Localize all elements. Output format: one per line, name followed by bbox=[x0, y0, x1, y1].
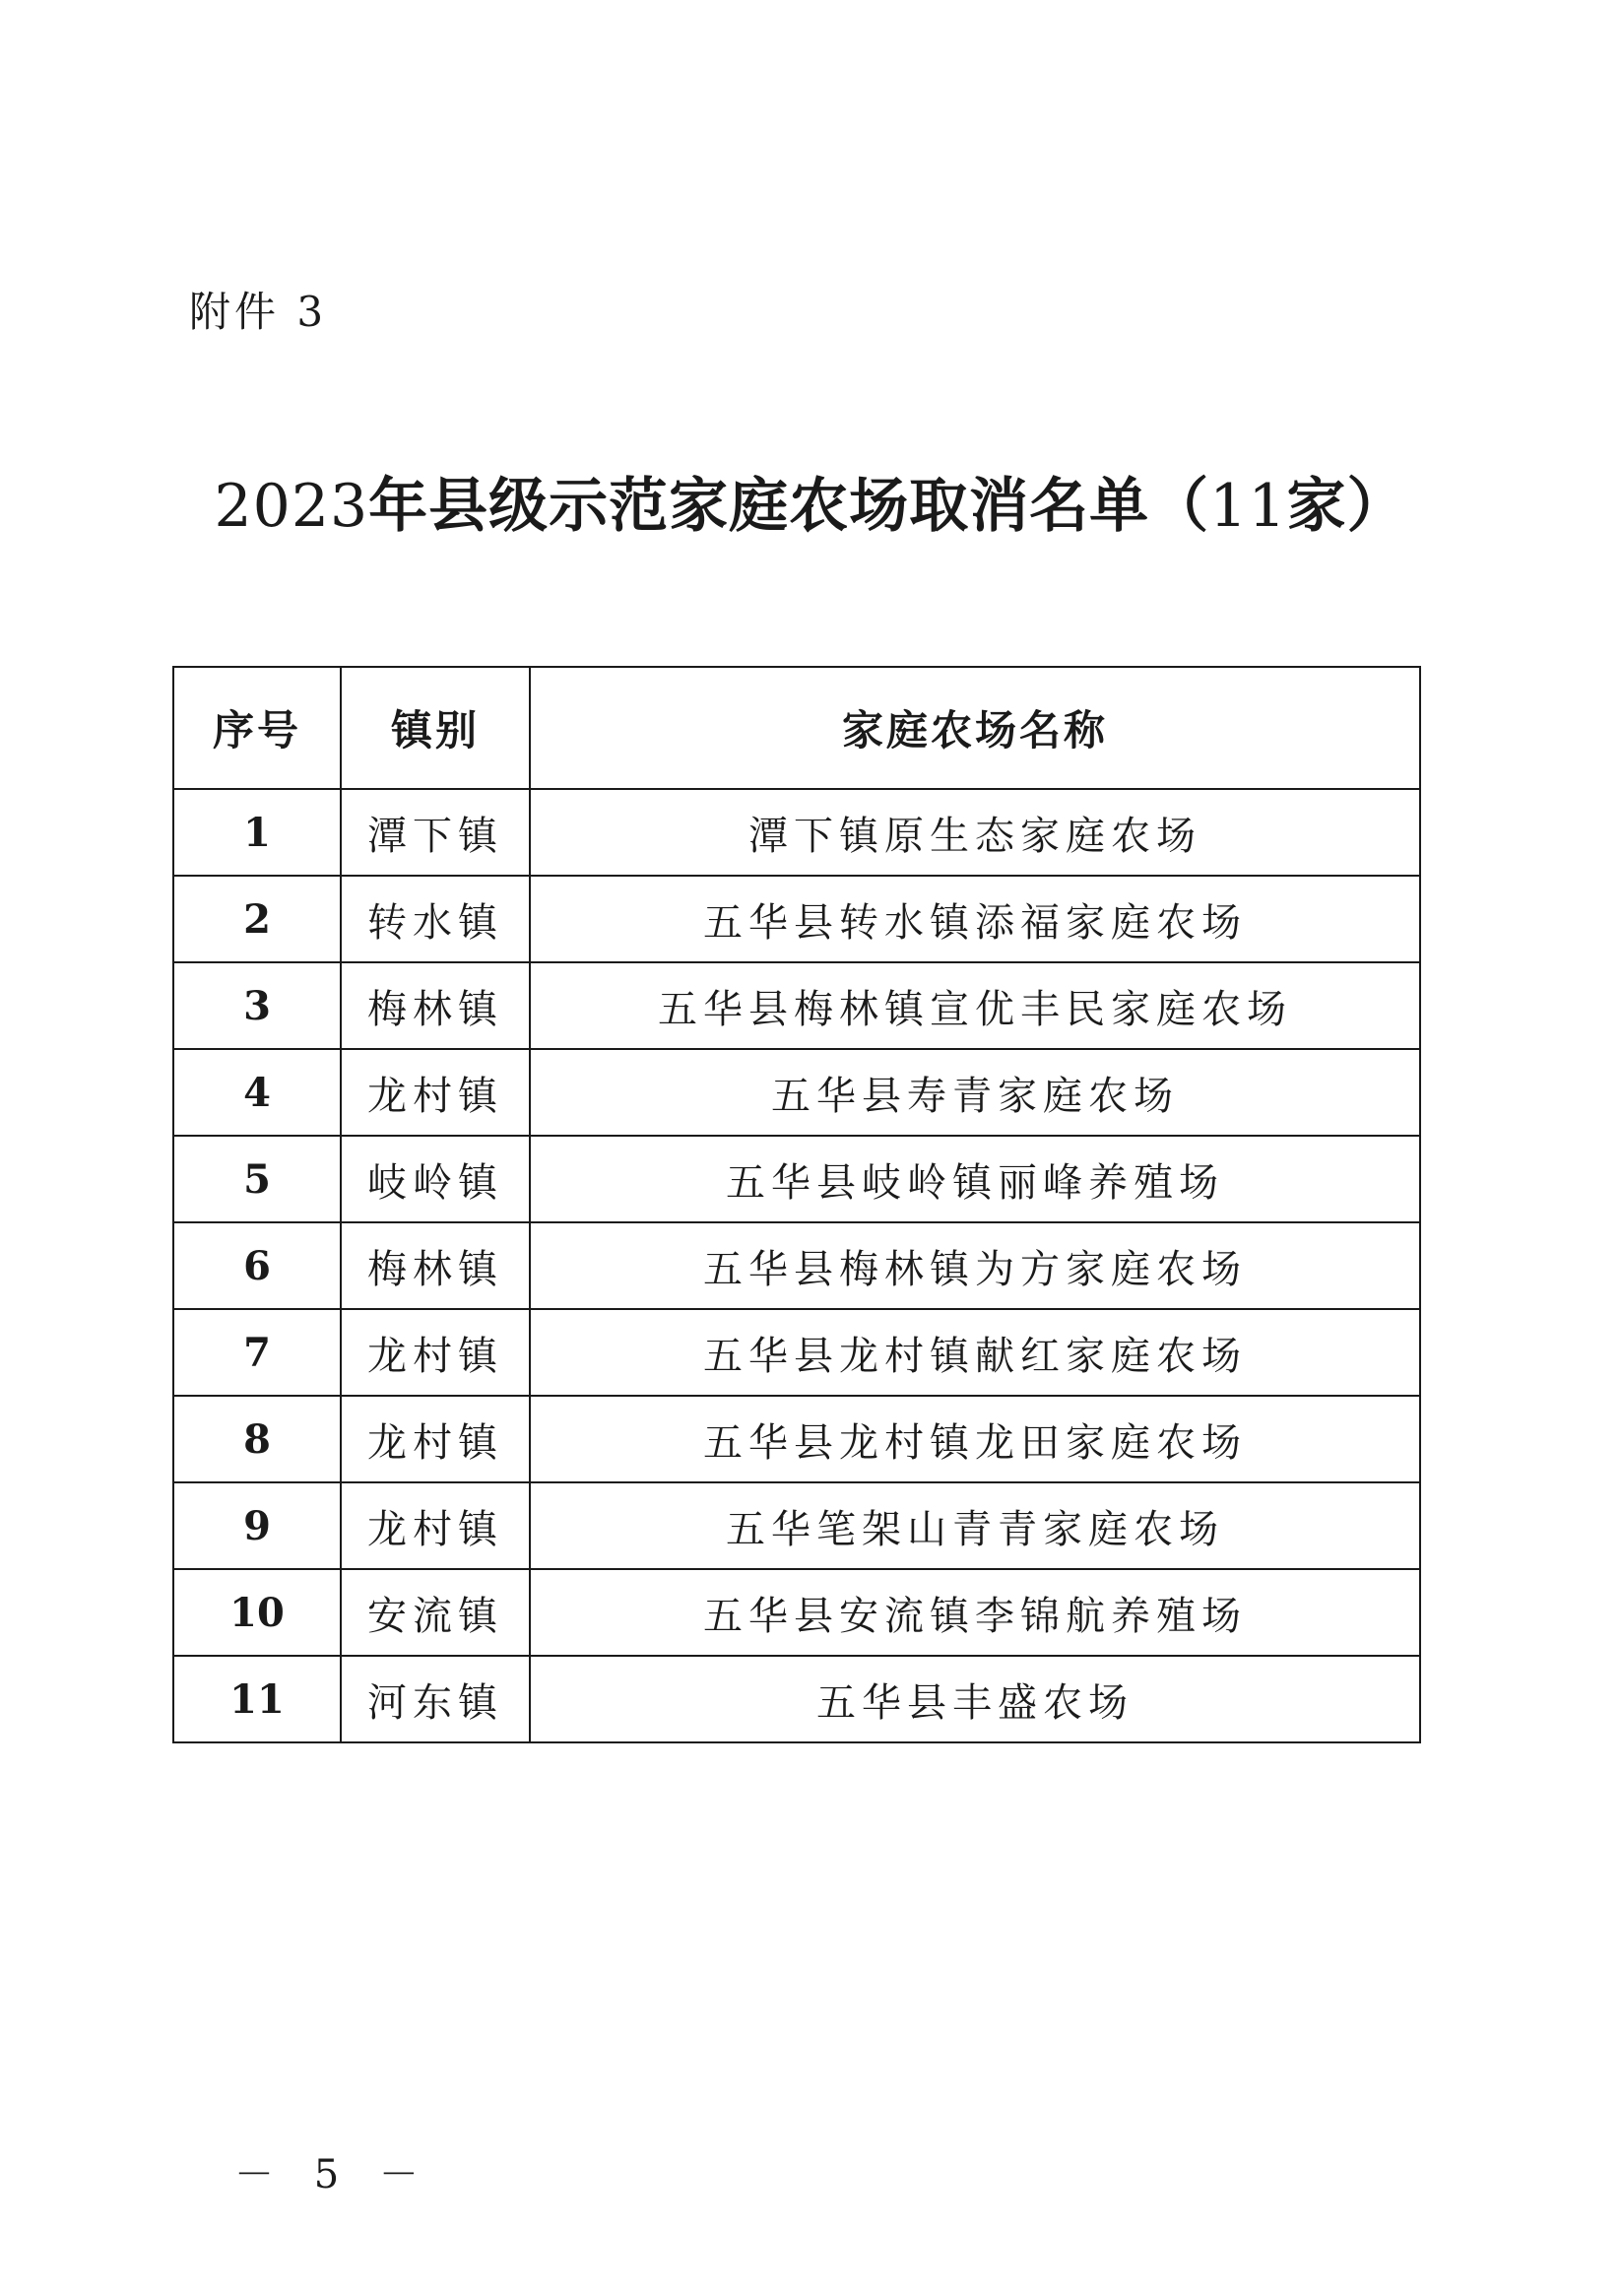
row-farm-name: 五华县梅林镇为方家庭农场 bbox=[530, 1222, 1420, 1309]
row-town: 转水镇 bbox=[341, 876, 530, 962]
table-row bbox=[173, 962, 1420, 1049]
table-row bbox=[173, 1656, 1420, 1742]
table-row bbox=[173, 1482, 1420, 1569]
row-seq: 4 bbox=[173, 1049, 341, 1136]
row-town: 梅林镇 bbox=[341, 1222, 530, 1309]
row-farm-name: 五华县龙村镇龙田家庭农场 bbox=[530, 1396, 1420, 1482]
row-seq: 1 bbox=[173, 789, 341, 876]
table-row bbox=[173, 1569, 1420, 1656]
row-town: 梅林镇 bbox=[341, 962, 530, 1049]
table-row bbox=[173, 789, 1420, 876]
table-row bbox=[173, 1396, 1420, 1482]
table-row bbox=[173, 1049, 1420, 1136]
title-main: 年县级示范家庭农场取消名单（ bbox=[368, 472, 1210, 541]
row-seq: 7 bbox=[173, 1309, 341, 1396]
row-farm-name: 五华县龙村镇献红家庭农场 bbox=[530, 1309, 1420, 1396]
row-farm-name: 五华县岐岭镇丽峰养殖场 bbox=[530, 1136, 1420, 1222]
row-seq: 5 bbox=[173, 1136, 341, 1222]
header-town: 镇别 bbox=[341, 667, 530, 789]
page-number: － 5 － bbox=[234, 2152, 432, 2198]
row-town: 龙村镇 bbox=[341, 1396, 530, 1482]
row-town: 岐岭镇 bbox=[341, 1136, 530, 1222]
table-row bbox=[173, 876, 1420, 962]
row-town: 潭下镇 bbox=[341, 789, 530, 876]
row-seq: 11 bbox=[173, 1656, 341, 1742]
row-farm-name: 五华县寿青家庭农场 bbox=[530, 1049, 1420, 1136]
table-row bbox=[173, 1222, 1420, 1309]
row-farm-name: 五华县丰盛农场 bbox=[530, 1656, 1420, 1742]
title-year: 2023 bbox=[214, 472, 369, 541]
row-seq: 8 bbox=[173, 1396, 341, 1482]
row-town: 河东镇 bbox=[341, 1656, 530, 1742]
row-town: 安流镇 bbox=[341, 1569, 530, 1656]
row-town: 龙村镇 bbox=[341, 1049, 530, 1136]
header-farm-name: 家庭农场名称 bbox=[530, 667, 1420, 789]
header-seq: 序号 bbox=[173, 667, 341, 789]
table-row bbox=[173, 1136, 1420, 1222]
title-count: 11 bbox=[1209, 472, 1287, 541]
row-farm-name: 五华县安流镇李锦航养殖场 bbox=[530, 1569, 1420, 1656]
row-seq: 3 bbox=[173, 962, 341, 1049]
row-farm-name: 五华县转水镇添福家庭农场 bbox=[530, 876, 1420, 962]
row-seq: 9 bbox=[173, 1482, 341, 1569]
row-seq: 10 bbox=[173, 1569, 341, 1656]
page-title bbox=[0, 472, 1621, 541]
row-farm-name: 五华笔架山青青家庭农场 bbox=[530, 1482, 1420, 1569]
table-header-row bbox=[173, 667, 1420, 789]
row-town: 龙村镇 bbox=[341, 1309, 530, 1396]
attachment-label: 附件 3 bbox=[189, 288, 328, 336]
row-seq: 6 bbox=[173, 1222, 341, 1309]
table-row bbox=[173, 1309, 1420, 1396]
farm-list-table bbox=[172, 666, 1421, 1743]
row-seq: 2 bbox=[173, 876, 341, 962]
row-farm-name: 五华县梅林镇宣优丰民家庭农场 bbox=[530, 962, 1420, 1049]
row-farm-name: 潭下镇原生态家庭农场 bbox=[530, 789, 1420, 876]
row-town: 龙村镇 bbox=[341, 1482, 530, 1569]
title-suffix: 家） bbox=[1286, 472, 1407, 541]
